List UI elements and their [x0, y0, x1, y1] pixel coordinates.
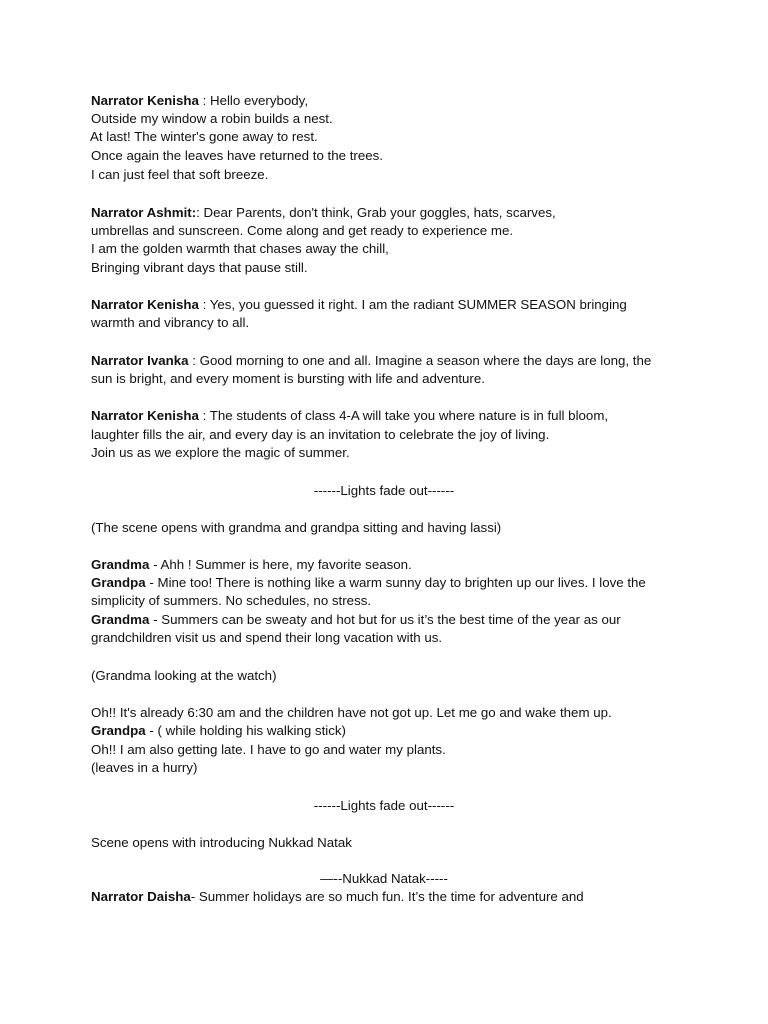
- dialogue-line: warmth and vibrancy to all.: [91, 315, 250, 330]
- dialogue-line: Oh!! I am also getting late. I have to go and water my plants.: [91, 742, 446, 757]
- narrator-kenisha-line: [91, 296, 627, 314]
- stage-direction: (The scene opens with grandma and grandpa sitting and having lassi): [91, 520, 502, 535]
- dialogue-line: At last! The winter's gone away to rest.: [90, 129, 318, 144]
- speaker-name: Grandma: [91, 557, 150, 572]
- dialogue-text: - Summers can be sweaty and hot but for us it’s the best time of the year as our: [149, 612, 621, 627]
- narrator-ashmit-line: [91, 204, 556, 222]
- speaker-name: Narrator Kenisha: [91, 297, 199, 312]
- dialogue-text: : Dear Parents, don't think, Grab your goggles, hats, scarves,: [196, 205, 556, 220]
- dialogue-line: Bringing vibrant days that pause still.: [91, 260, 308, 275]
- dialogue-text: : Hello everybody,: [198, 93, 309, 108]
- dialogue-line: grandchildren visit us and spend their long vacation with us.: [91, 630, 443, 645]
- dialogue-line: I am the golden warmth that chases away the chill,: [91, 241, 389, 256]
- speaker-name: Narrator Daisha: [91, 889, 191, 904]
- speaker-name: Narrator Kenisha: [91, 93, 199, 108]
- dialogue-line: Outside my window a robin builds a nest.: [91, 111, 333, 126]
- scene-separator: ------Lights fade out------: [313, 483, 455, 498]
- dialogue-text: - Ahh ! Summer is here, my favorite season.: [149, 557, 412, 572]
- grandpa-line: [91, 722, 346, 740]
- grandma-line: [91, 611, 621, 629]
- dialogue-text: - Mine too! There is nothing like a warm sunny day to brighten up our lives. I love the: [145, 575, 646, 590]
- dialogue-text: : Yes, you guessed it right. I am the radiant SUMMER SEASON bringing: [198, 297, 627, 312]
- stage-direction: (Grandma looking at the watch): [91, 668, 277, 683]
- stage-direction: (leaves in a hurry): [91, 760, 198, 775]
- speaker-name: Grandpa: [91, 723, 146, 738]
- narrator-kenisha-line: [91, 92, 308, 110]
- narrator-ivanka-line: [91, 352, 651, 370]
- dialogue-line: Oh!! It's already 6:30 am and the children have not got up. Let me go and wake them up.: [91, 705, 612, 720]
- dialogue-text: - ( while holding his walking stick): [145, 723, 346, 738]
- dialogue-line: Join us as we explore the magic of summer.: [91, 445, 350, 460]
- dialogue-text: : Good morning to one and all. Imagine a season where the days are long, the: [188, 353, 652, 368]
- dialogue-text: : The students of class 4-A will take you where nature is in full bloom,: [198, 408, 609, 423]
- dialogue-line: sun is bright, and every moment is bursting with life and adventure.: [91, 371, 485, 386]
- dialogue-text: - Summer holidays are so much fun. It’s the time for adventure and: [190, 889, 584, 904]
- dialogue-line: I can just feel that soft breeze.: [91, 167, 269, 182]
- dialogue-line: simplicity of summers. No schedules, no stress.: [91, 593, 372, 608]
- narrator-kenisha-line: [91, 407, 608, 425]
- dialogue-line: laughter fills the air, and every day is an invitation to celebrate the joy of living.: [91, 427, 550, 442]
- speaker-name: Grandpa: [91, 575, 146, 590]
- speaker-name: Grandma: [91, 612, 150, 627]
- speaker-name: Narrator Ashmit:: [91, 205, 197, 220]
- scene-separator: ------Lights fade out------: [313, 798, 455, 813]
- speaker-name: Narrator Kenisha: [91, 408, 199, 423]
- grandma-line: [91, 556, 412, 574]
- scene-intro: Scene opens with introducing Nukkad Natak: [91, 835, 352, 850]
- scene-separator: —--Nukkad Natak-----: [320, 871, 448, 886]
- dialogue-line: umbrellas and sunscreen. Come along and get ready to experience me.: [91, 223, 514, 238]
- dialogue-line: Once again the leaves have returned to the trees.: [91, 148, 383, 163]
- narrator-daisha-line: [91, 888, 584, 906]
- speaker-name: Narrator Ivanka: [91, 353, 189, 368]
- grandpa-line: [91, 574, 646, 592]
